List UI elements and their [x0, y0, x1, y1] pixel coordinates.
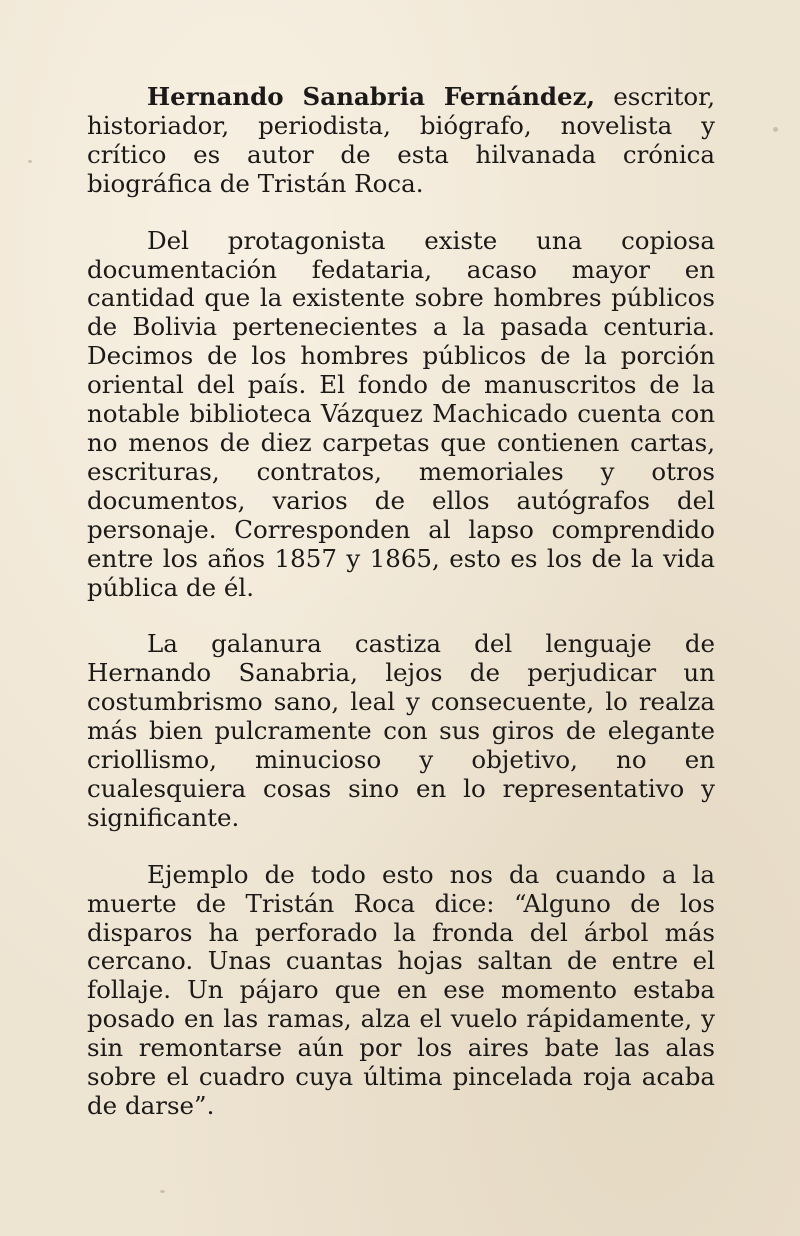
paragraph-documentation: Del protagonista existe una copiosa documentación fedataria, acaso mayor en cantidad que la existente sobre hombres públicos de Bolivia pertenecientes a la pasada centuria. Decimos de los hombres públicos de la porción oriental del país. El fondo de manuscritos de la notable biblioteca Vázquez Machicado cuenta con no menos de diez carpetas que contienen cartas, escrituras, contratos, memoriales y otros documentos, varios de ellos autógrafos del personaje. Corresponden al lapso comprendido entre los años 1857 y 1865, esto es los de la vida pública de él.: [87, 225, 715, 602]
paragraph-example-quote: Ejemplo de todo esto nos da cuando a la muerte de Tristán Roca dice: “Alguno de los disparos ha perforado la fronda del árbol más cercano. Unas cuantas hojas saltan de entre el follaje. Un pájaro que en ese momento estaba posado en las ramas, alza el vuelo rápidamente, y sin remontarse aún por los aires bate las alas sobre el cuadro cuya última pincelada roja acaba de darse”.: [87, 859, 715, 1120]
paragraph-text: escritor, historiador, periodista, biógrafo, novelista y crítico es autor de esta hilvanada crónica biográfica de Tristán Roca.: [87, 82, 715, 198]
author-name: Hernando Sanabria Fernández,: [147, 82, 596, 111]
paper-speck: [28, 160, 32, 163]
paper-speck: [160, 1190, 165, 1193]
paragraph-author-intro: [87, 83, 715, 199]
paper-speck: [773, 127, 778, 132]
body-text: [87, 83, 715, 1121]
paragraph-language: La galanura castiza del lenguaje de Hernando Sanabria, lejos de perjudicar un costumbrismo sano, leal y consecuente, lo realza más bien pulcramente con sus giros de elegante criollismo, minucioso y objetivo, no en cualesquiera cosas sino en lo representativo y significante.: [87, 629, 715, 832]
